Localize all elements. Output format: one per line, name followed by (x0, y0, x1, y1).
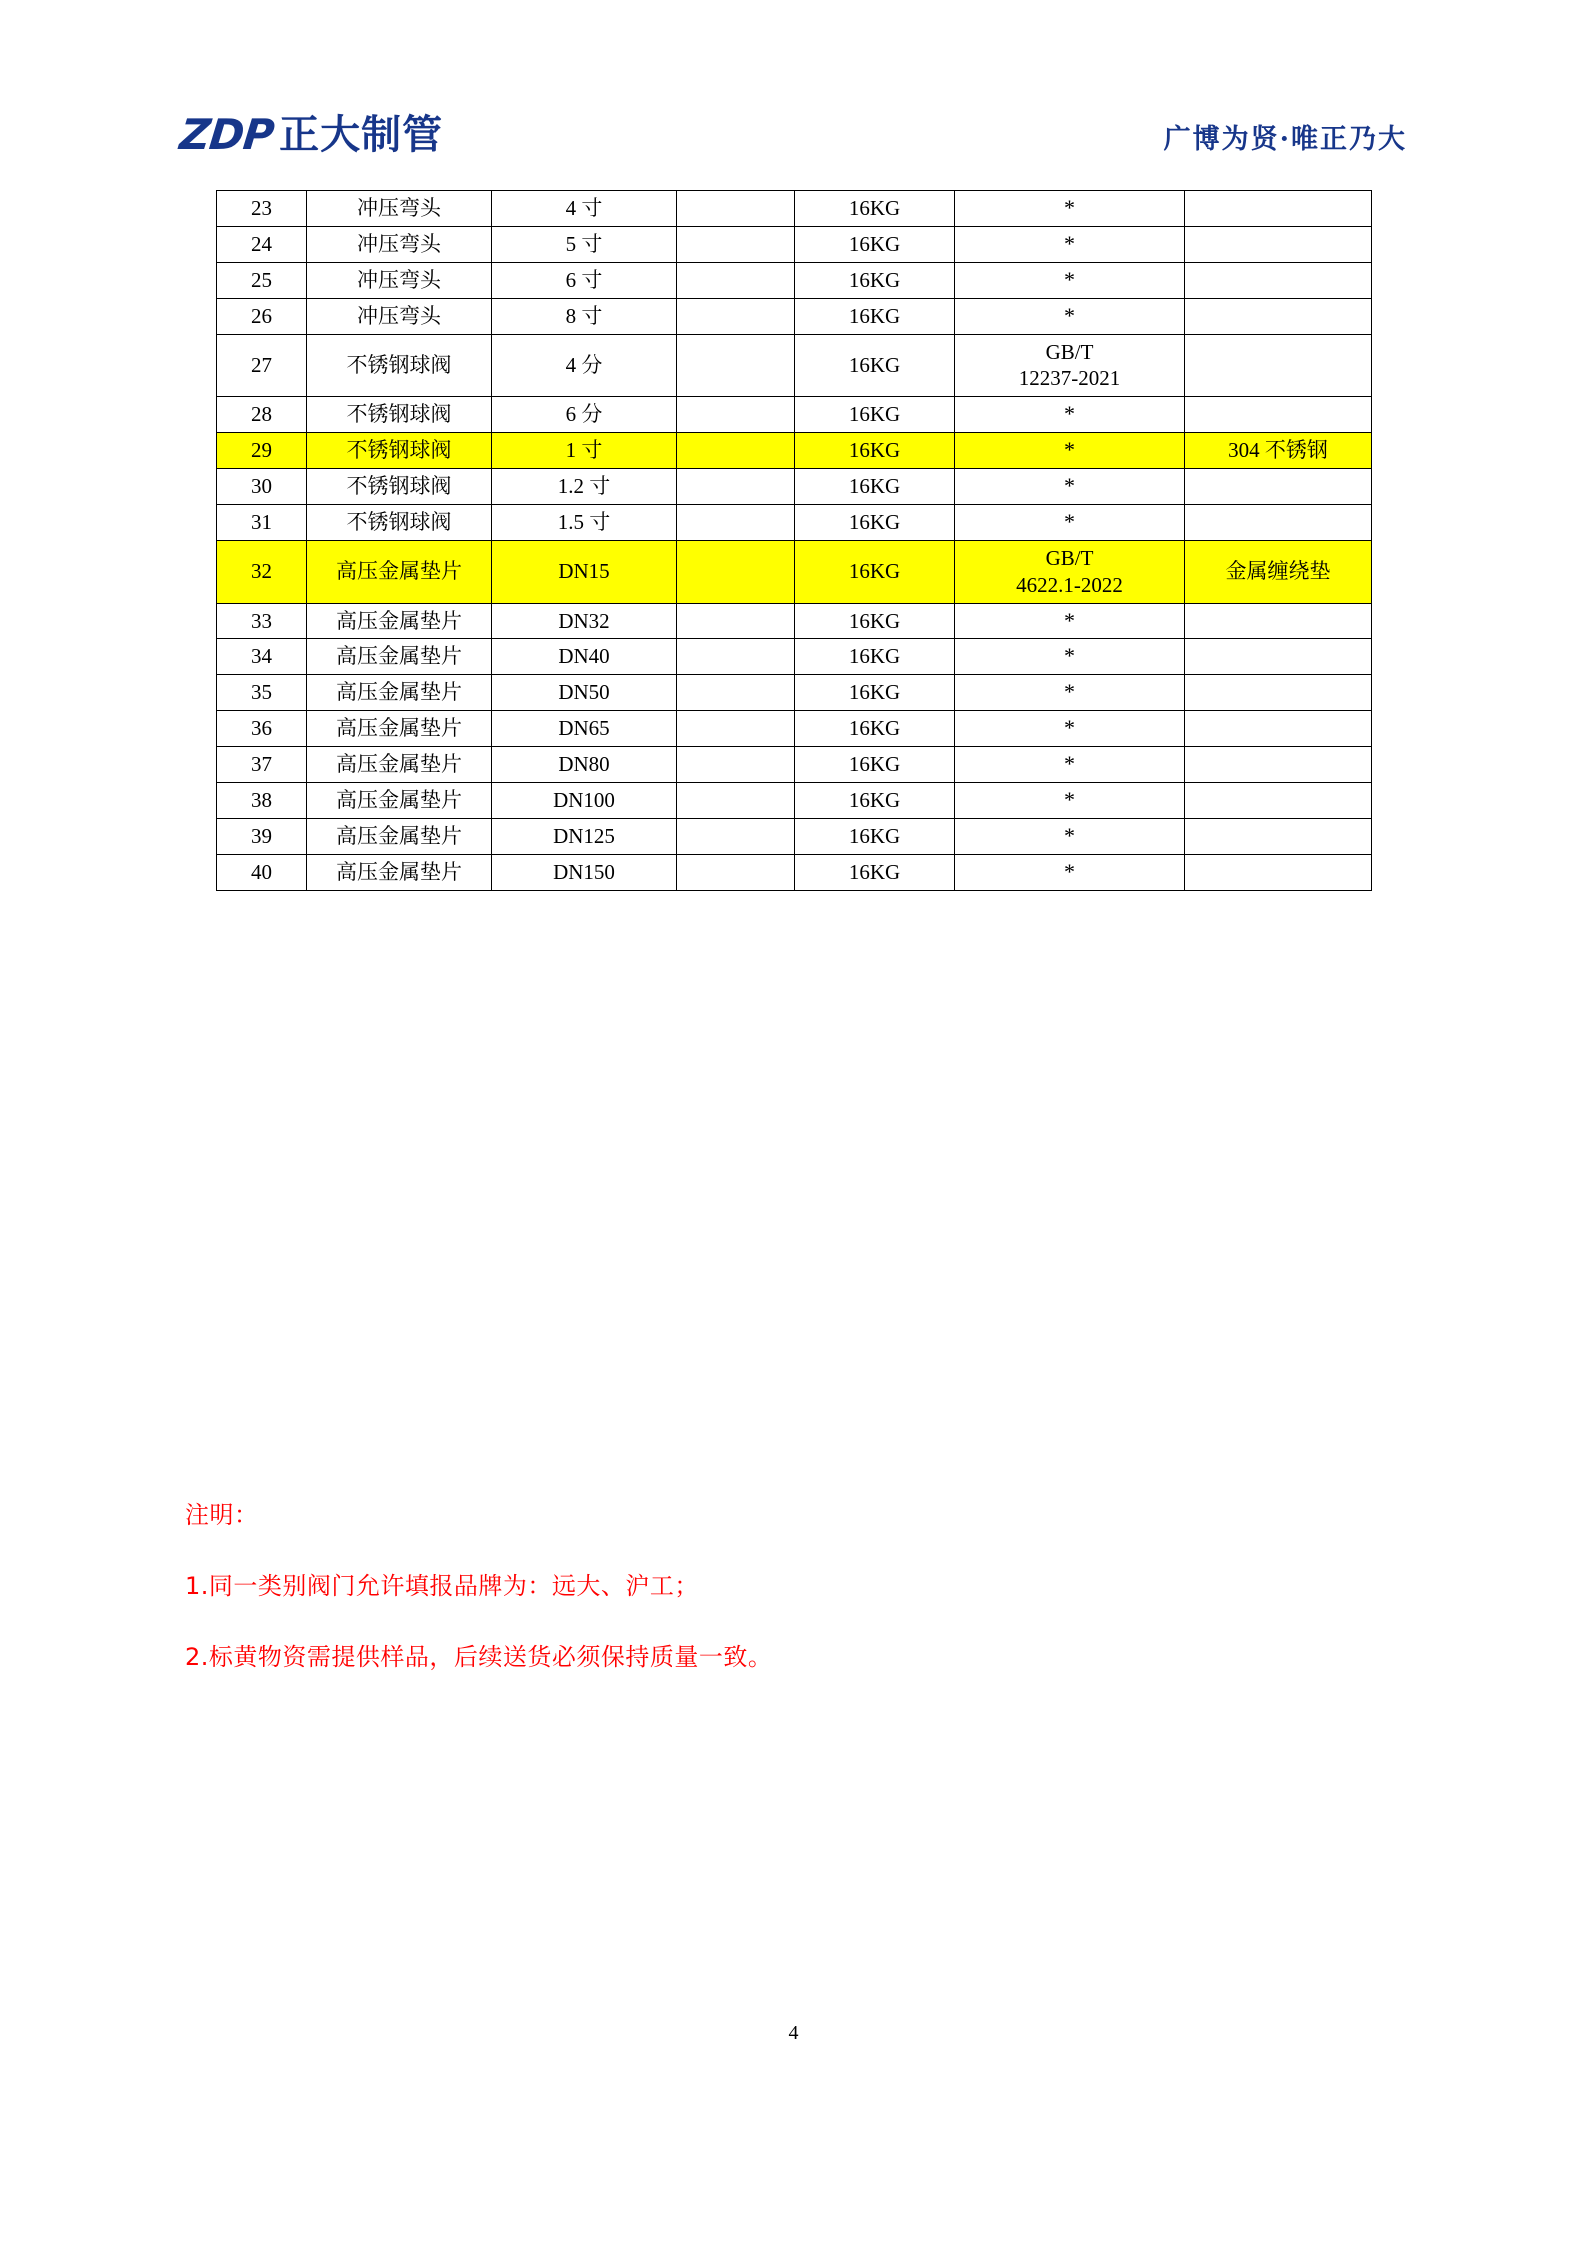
cell-pressure: 16KG (795, 818, 955, 854)
cell-pressure: 16KG (795, 540, 955, 603)
cell-name: 冲压弯头 (307, 226, 492, 262)
standard-asterisk: * (1064, 473, 1075, 498)
standard-asterisk: * (1064, 302, 1075, 328)
standard-asterisk: * (1064, 858, 1075, 884)
standard-line-2: 12237-2021 (1018, 366, 1121, 391)
cell-standard (955, 711, 1185, 747)
cell-standard (955, 603, 1185, 639)
cell-spec: 1 寸 (492, 433, 677, 469)
specification-table-body (217, 191, 1372, 891)
cell-name: 冲压弯头 (307, 262, 492, 298)
cell-name: 高压金属垫片 (307, 639, 492, 675)
table-row (217, 782, 1372, 818)
table-row (217, 603, 1372, 639)
cell-unit (677, 747, 795, 783)
standard-asterisk: * (1064, 643, 1075, 669)
standard-line-1: GB/T (1045, 339, 1094, 364)
page-number: 4 (788, 2022, 799, 2044)
cell-unit (677, 433, 795, 469)
table-row (217, 298, 1372, 334)
cell-name: 冲压弯头 (307, 191, 492, 227)
cell-name: 高压金属垫片 (307, 540, 492, 603)
cell-standard (955, 818, 1185, 854)
cell-pressure: 16KG (795, 433, 955, 469)
cell-note (1185, 469, 1372, 505)
cell-name: 高压金属垫片 (307, 854, 492, 890)
cell-name: 高压金属垫片 (307, 782, 492, 818)
cell-note (1185, 504, 1372, 540)
cell-pressure: 16KG (795, 298, 955, 334)
cell-spec: DN80 (492, 747, 677, 783)
cell-note (1185, 298, 1372, 334)
table-row (217, 711, 1372, 747)
cell-spec: 4 分 (492, 334, 677, 397)
cell-pressure: 16KG (795, 469, 955, 505)
specification-table (216, 190, 1372, 891)
cell-unit (677, 540, 795, 603)
cell-name: 不锈钢球阀 (307, 504, 492, 540)
notes-title: 注明： (185, 1501, 259, 1529)
cell-standard (955, 334, 1185, 397)
cell-note (1185, 711, 1372, 747)
cell-standard (955, 191, 1185, 227)
cell-unit (677, 711, 795, 747)
cell-unit (677, 603, 795, 639)
cell-note (1185, 747, 1372, 783)
cell-spec: DN125 (492, 818, 677, 854)
cell-pressure: 16KG (795, 747, 955, 783)
note-line-2: 2.标黄物资需提供样品，后续送货必须保持质量一致。 (185, 1643, 773, 1671)
cell-unit (677, 504, 795, 540)
cell-no: 39 (217, 818, 307, 854)
cell-pressure: 16KG (795, 504, 955, 540)
table-row (217, 540, 1372, 603)
cell-no: 27 (217, 334, 307, 397)
cell-standard (955, 469, 1185, 505)
cell-no: 28 (217, 397, 307, 433)
cell-pressure: 16KG (795, 262, 955, 298)
cell-pressure: 16KG (795, 854, 955, 890)
company-logo (177, 105, 444, 165)
cell-spec: 1.2 寸 (492, 469, 677, 505)
standard-asterisk: * (1064, 437, 1075, 463)
table-row (217, 433, 1372, 469)
standard-asterisk: * (1064, 751, 1075, 776)
cell-no: 34 (217, 639, 307, 675)
standard-asterisk: * (1064, 230, 1075, 256)
cell-unit (677, 191, 795, 227)
cell-name: 高压金属垫片 (307, 675, 492, 711)
cell-unit (677, 298, 795, 334)
cell-name: 不锈钢球阀 (307, 469, 492, 505)
cell-unit (677, 782, 795, 818)
cell-pressure: 16KG (795, 675, 955, 711)
cell-no: 30 (217, 469, 307, 505)
cell-standard (955, 639, 1185, 675)
cell-no: 38 (217, 782, 307, 818)
logo-company-name: 正大制管 (279, 112, 444, 158)
cell-unit (677, 818, 795, 854)
cell-unit (677, 639, 795, 675)
cell-pressure: 16KG (795, 639, 955, 675)
cell-spec: DN150 (492, 854, 677, 890)
table-row (217, 675, 1372, 711)
cell-spec: DN32 (492, 603, 677, 639)
cell-spec: 4 寸 (492, 191, 677, 227)
logo-mark-text: ZDP (178, 114, 282, 156)
cell-unit (677, 262, 795, 298)
cell-note (1185, 191, 1372, 227)
table-row (217, 469, 1372, 505)
cell-name: 不锈钢球阀 (307, 433, 492, 469)
cell-note (1185, 818, 1372, 854)
cell-note: 304 不锈钢 (1185, 433, 1372, 469)
cell-unit (677, 854, 795, 890)
table-row (217, 191, 1372, 227)
cell-standard (955, 747, 1185, 783)
table-row (217, 334, 1372, 397)
cell-no: 35 (217, 675, 307, 711)
cell-unit (677, 226, 795, 262)
cell-name: 冲压弯头 (307, 298, 492, 334)
cell-name: 高压金属垫片 (307, 818, 492, 854)
table-row (217, 639, 1372, 675)
table-row (217, 747, 1372, 783)
cell-no: 24 (217, 226, 307, 262)
standard-asterisk: * (1064, 266, 1075, 292)
standard-line-2: 4622.1-2022 (1016, 572, 1123, 597)
cell-spec: 6 分 (492, 397, 677, 433)
cell-standard (955, 262, 1185, 298)
cell-standard (955, 540, 1185, 603)
cell-note (1185, 397, 1372, 433)
cell-note (1185, 262, 1372, 298)
cell-name: 高压金属垫片 (307, 711, 492, 747)
cell-spec: DN65 (492, 711, 677, 747)
table-row (217, 262, 1372, 298)
standard-asterisk: * (1064, 607, 1075, 633)
standard-asterisk: * (1064, 508, 1075, 534)
cell-note: 金属缠绕垫 (1185, 540, 1372, 603)
cell-no: 32 (217, 540, 307, 603)
cell-unit (677, 469, 795, 505)
cell-note (1185, 603, 1372, 639)
cell-note (1185, 782, 1372, 818)
standard-asterisk: * (1064, 822, 1075, 848)
specification-table-wrapper (216, 190, 1371, 891)
cell-standard (955, 782, 1185, 818)
cell-no: 26 (217, 298, 307, 334)
cell-spec: 8 寸 (492, 298, 677, 334)
cell-standard (955, 675, 1185, 711)
cell-name: 不锈钢球阀 (307, 334, 492, 397)
cell-pressure: 16KG (795, 711, 955, 747)
cell-no: 36 (217, 711, 307, 747)
standard-asterisk: * (1064, 679, 1075, 705)
cell-no: 37 (217, 747, 307, 783)
cell-pressure: 16KG (795, 397, 955, 433)
cell-no: 40 (217, 854, 307, 890)
cell-standard (955, 433, 1185, 469)
cell-name: 高压金属垫片 (307, 603, 492, 639)
table-row (217, 818, 1372, 854)
cell-no: 29 (217, 433, 307, 469)
cell-standard (955, 504, 1185, 540)
standard-asterisk: * (1064, 786, 1075, 812)
standard-line-1: GB/T (1045, 545, 1094, 570)
table-row (217, 854, 1372, 890)
standard-asterisk: * (1064, 401, 1075, 427)
cell-unit (677, 334, 795, 397)
cell-note (1185, 854, 1372, 890)
cell-pressure: 16KG (795, 782, 955, 818)
cell-unit (677, 675, 795, 711)
cell-unit (677, 397, 795, 433)
cell-spec: DN15 (492, 540, 677, 603)
cell-spec: DN100 (492, 782, 677, 818)
cell-spec: 1.5 寸 (492, 504, 677, 540)
cell-standard (955, 854, 1185, 890)
cell-pressure: 16KG (795, 334, 955, 397)
table-row (217, 226, 1372, 262)
standard-asterisk: * (1064, 715, 1075, 741)
cell-name: 高压金属垫片 (307, 747, 492, 783)
company-slogan: 广博为贤·唯正乃大 (1163, 124, 1407, 155)
note-line-1: 1.同一类别阀门允许填报品牌为：远大、沪工； (185, 1572, 699, 1600)
cell-pressure: 16KG (795, 603, 955, 639)
cell-standard (955, 226, 1185, 262)
cell-pressure: 16KG (795, 226, 955, 262)
cell-no: 33 (217, 603, 307, 639)
cell-note (1185, 226, 1372, 262)
cell-spec: 5 寸 (492, 226, 677, 262)
cell-note (1185, 639, 1372, 675)
table-row (217, 397, 1372, 433)
cell-spec: 6 寸 (492, 262, 677, 298)
cell-standard (955, 298, 1185, 334)
cell-no: 25 (217, 262, 307, 298)
cell-note (1185, 675, 1372, 711)
standard-asterisk: * (1064, 195, 1075, 220)
cell-no: 31 (217, 504, 307, 540)
cell-note (1185, 334, 1372, 397)
cell-no: 23 (217, 191, 307, 227)
cell-spec: DN50 (492, 675, 677, 711)
cell-name: 不锈钢球阀 (307, 397, 492, 433)
table-row (217, 504, 1372, 540)
notes-section (185, 1495, 1385, 1708)
cell-pressure: 16KG (795, 191, 955, 227)
cell-standard (955, 397, 1185, 433)
cell-spec: DN40 (492, 639, 677, 675)
page-header (177, 105, 1407, 175)
